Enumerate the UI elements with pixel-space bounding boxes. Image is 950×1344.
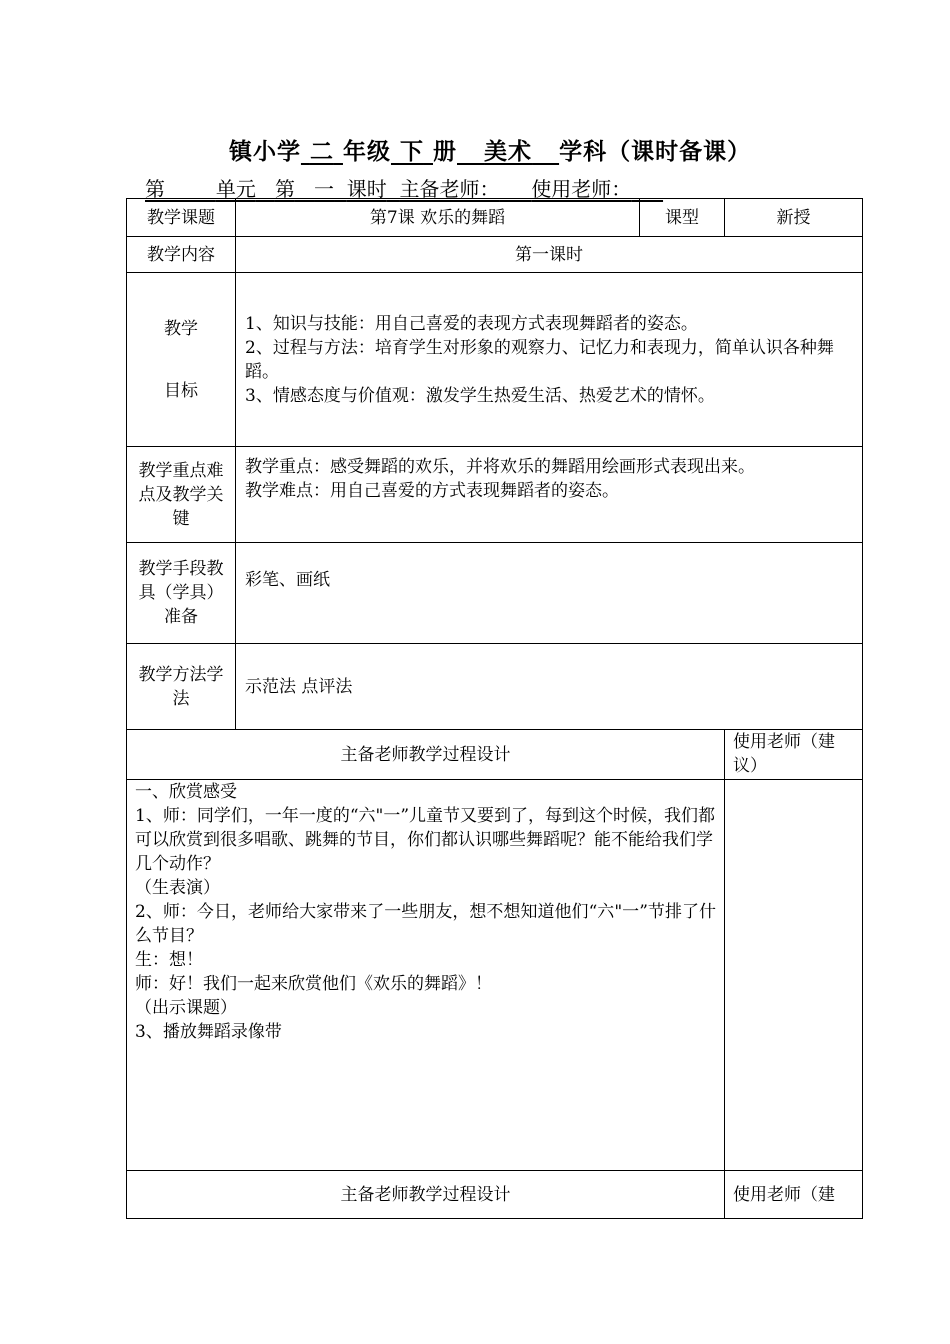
title-volume-label: 册 — [433, 138, 457, 165]
unit-prefix: 第 — [145, 177, 165, 201]
key-point-item: 教学难点：用自己喜爱的方式表现舞蹈者的姿态。 — [245, 481, 619, 501]
process-line: 2、师：今日，老师给大家带来了一些朋友，想不想知道他们“六"一”节排了什么节目？ — [135, 902, 717, 946]
topic-label: 教学课题 — [127, 199, 236, 237]
lesson-type-value: 新授 — [725, 199, 863, 237]
process-header-main-2: 主备老师教学过程设计 — [127, 1171, 725, 1219]
process-header-row — [127, 730, 863, 780]
user-teacher-label: 使用老师： — [531, 177, 632, 201]
process-suggestion-cell — [725, 780, 863, 1171]
content-value: 第一课时 — [236, 237, 863, 273]
lesson-number: 一 — [314, 177, 335, 201]
tools-row — [127, 543, 863, 644]
process-line: 1、师：同学们，一年一度的“六"一”儿童节又要到了，每到这个时候，我们都可以欣赏到很多唱歌、跳舞的节目，你们都认识哪些舞蹈呢？能不能给我们学几个动作？ — [135, 806, 716, 874]
goals-content — [236, 273, 863, 447]
goals-label — [127, 273, 236, 447]
key-point-item: 教学重点：感受舞蹈的欢乐，并将欢乐的舞蹈用绘画形式表现出来。 — [245, 457, 755, 477]
title-grade-blank — [301, 138, 343, 165]
title-grade: 二 — [309, 138, 334, 165]
methods-value: 示范法 点评法 — [236, 644, 863, 730]
title-grade-label: 年级 — [342, 138, 391, 165]
process-line: 3、播放舞蹈录像带 — [135, 1022, 282, 1042]
goals-label-bottom: 目标 — [164, 380, 198, 401]
key-points-label: 教学重点难点及教学关键 — [127, 447, 236, 543]
lesson-prefix: 第 — [274, 177, 295, 201]
title-term-blank — [391, 138, 433, 165]
process-header-user-2: 使用老师（建 — [725, 1171, 863, 1219]
process-line: 师：好！我们一起来欣赏他们《欢乐的舞蹈》！ — [135, 974, 492, 994]
lesson-plan-table — [126, 198, 863, 1219]
key-points-content — [236, 447, 863, 543]
goals-row — [127, 273, 863, 447]
goal-item: 3、情感态度与价值观：激发学生热爱生活、热爱艺术的情怀。 — [245, 385, 715, 406]
tools-value: 彩笔、画纸 — [236, 543, 863, 644]
methods-row — [127, 644, 863, 730]
goal-item: 2、过程与方法：培育学生对形象的观察力、记忆力和表现力，简单认识各种舞蹈。 — [245, 337, 834, 382]
process-line: 生：想！ — [135, 950, 203, 970]
lesson-type-label: 课型 — [640, 199, 725, 237]
title-term: 下 — [399, 138, 424, 165]
process-body — [127, 780, 725, 1171]
process-line: 一、欣赏感受 — [135, 782, 237, 802]
unit-suffix: 单元 — [215, 177, 256, 201]
main-teacher-label: 主备老师： — [399, 177, 500, 201]
page-title — [0, 133, 950, 166]
goals-label-spacer — [135, 341, 227, 379]
title-subject-blank — [457, 138, 559, 165]
lesson-suffix: 课时 — [346, 177, 387, 201]
topic-value: 第7课 欢乐的舞蹈 — [236, 199, 640, 237]
process-line: （生表演） — [135, 878, 220, 898]
tools-label: 教学手段教具（学具）准备 — [127, 543, 236, 644]
process-header-row-2 — [127, 1171, 863, 1219]
methods-label: 教学方法学法 — [127, 644, 236, 730]
goals-label-top: 教学 — [164, 318, 198, 339]
process-header-user: 使用老师（建议） — [725, 730, 863, 780]
process-header-main: 主备老师教学过程设计 — [127, 730, 725, 780]
goal-item: 1、知识与技能：用自己喜爱的表现方式表现舞蹈者的姿态。 — [245, 313, 698, 334]
title-subject: 美术 — [484, 138, 533, 165]
process-body-row — [127, 780, 863, 1171]
title-suffix: 学科（课时备课） — [559, 138, 752, 165]
content-row — [127, 237, 863, 273]
topic-row — [127, 199, 863, 237]
process-line: （出示课题） — [135, 998, 237, 1018]
key-points-row — [127, 447, 863, 543]
title-school: 镇小学 — [228, 138, 301, 165]
content-label: 教学内容 — [127, 237, 236, 273]
